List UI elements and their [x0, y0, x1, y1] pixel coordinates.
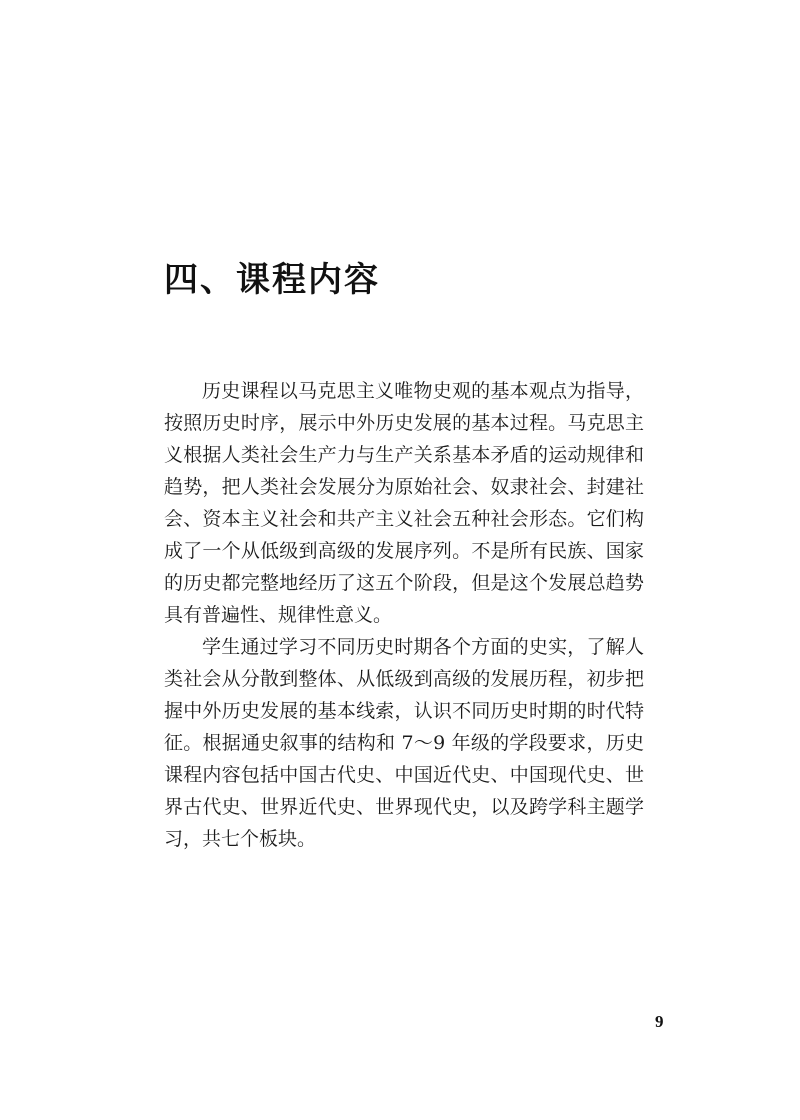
- page-number: 9: [655, 1012, 664, 1031]
- body-text: [164, 375, 644, 855]
- paragraph-2: 学生通过学习不同历史时期各个方面的史实，了解人类社会从分散到整体、从低级到高级的发展历程，初步把握中外历史发展的基本线索，认识不同历史时期的时代特征。根据通史叙事的结构和 7～9 年级的学段要求，历史课程内容包括中国古代史、中国近代史、中国现代史、世界古代史、世界近代史、世界现代史，以及跨学科主题学习，共七个板块。: [164, 636, 644, 850]
- paragraph-1: 历史课程以马克思主义唯物史观的基本观点为指导，按照历史时序，展示中外历史发展的基本过程。马克思主义根据人类社会生产力与生产关系基本矛盾的运动规律和趋势，把人类社会发展分为原始社会、奴隶社会、封建社会、资本主义社会和共产主义社会五种社会形态。它们构成了一个从低级到高级的发展序列。不是所有民族、国家的历史都完整地经历了这五个阶段，但是这个发展总趋势具有普遍性、规律性意义。: [164, 380, 644, 626]
- section-title: 四、课程内容: [164, 260, 380, 300]
